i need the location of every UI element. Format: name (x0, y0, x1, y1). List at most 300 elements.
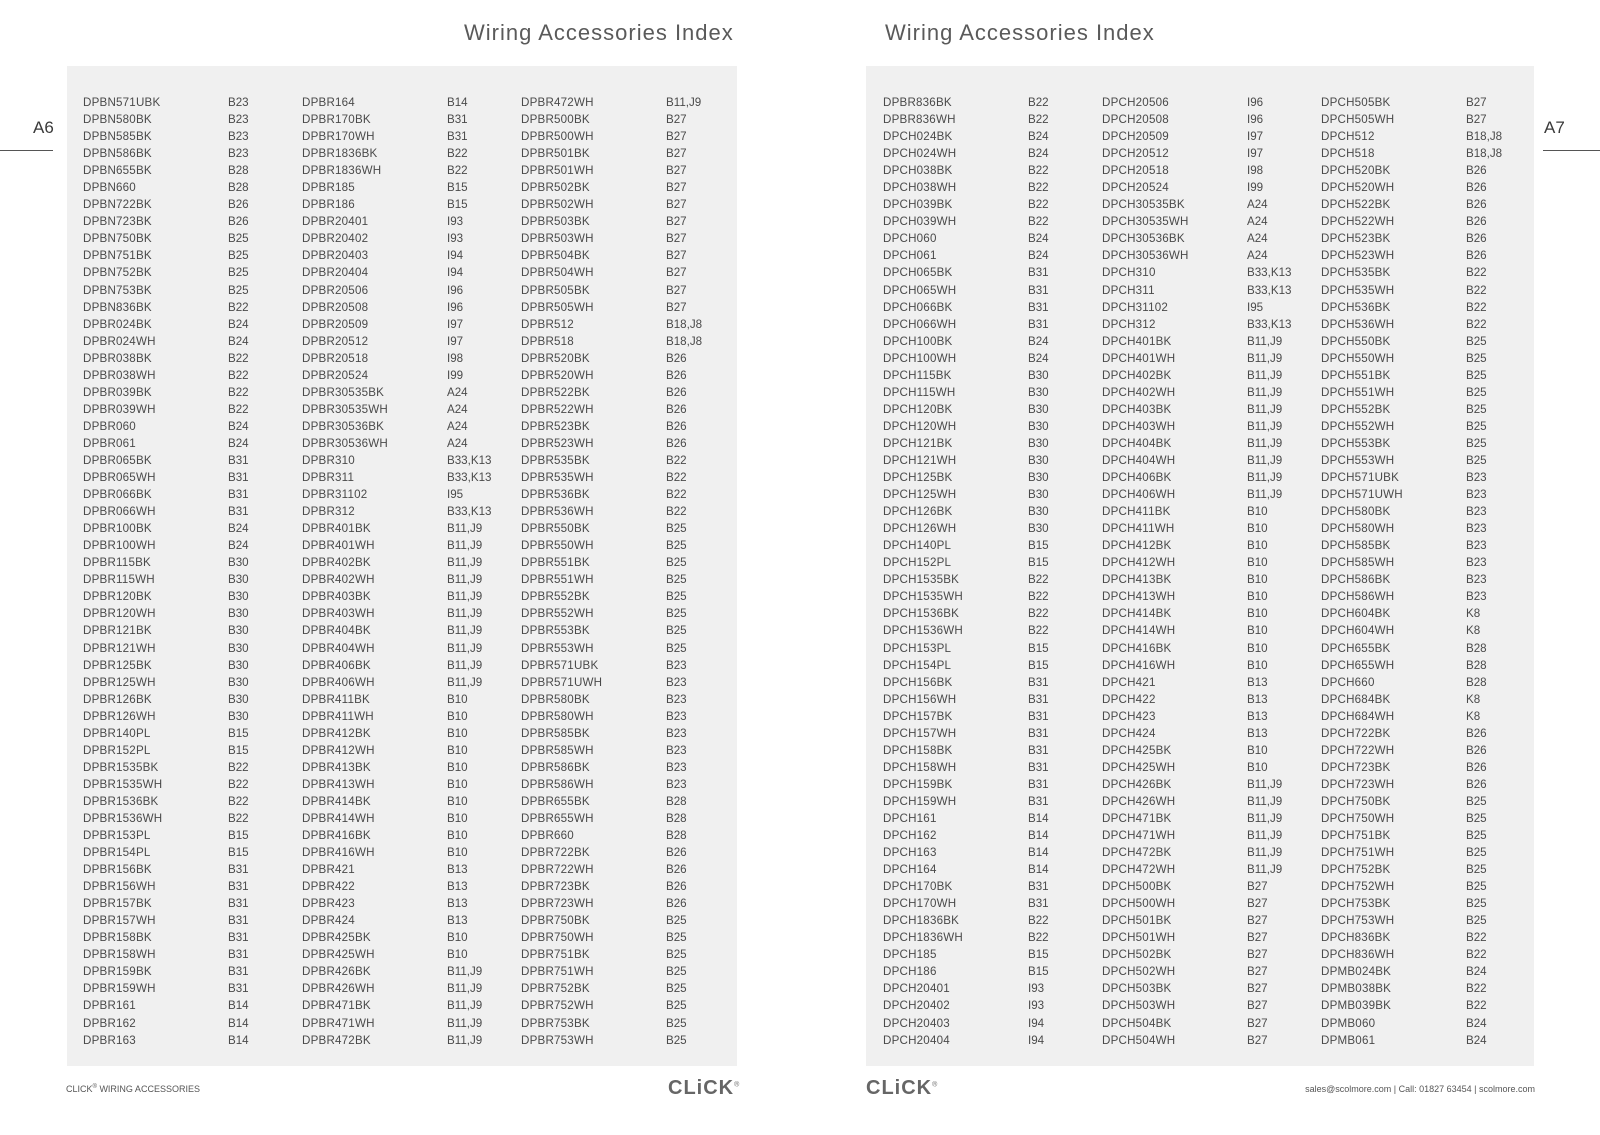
index-row (83, 980, 293, 997)
page-reference: I94 (1028, 1016, 1045, 1030)
index-row (1102, 742, 1312, 759)
index-row (1321, 929, 1531, 946)
product-code: DPBR060 (83, 419, 136, 433)
product-code: DPBR20518 (302, 351, 369, 365)
product-code: DPCH31102 (1102, 300, 1169, 314)
page-reference: B30 (1028, 522, 1049, 536)
product-code: DPCH502WH (1102, 965, 1176, 979)
page-reference: B30 (1028, 505, 1049, 519)
page-reference: B31 (1028, 777, 1049, 791)
index-row (521, 179, 731, 196)
page-reference: B25 (666, 607, 687, 621)
page-reference: B27 (666, 181, 687, 195)
product-code: DPBR161 (83, 999, 136, 1013)
product-code: DPCH604BK (1321, 607, 1391, 621)
product-code: DPCH20518 (1102, 164, 1169, 178)
product-code: DPBR154PL (83, 846, 151, 860)
product-code: DPCH723WH (1321, 777, 1395, 791)
page-reference: B10 (447, 794, 468, 808)
product-code: DPBR424 (302, 914, 355, 928)
page-reference: A24 (447, 385, 468, 399)
page-reference: I94 (447, 249, 464, 263)
index-row (302, 878, 512, 895)
index-column (1102, 94, 1312, 1049)
index-row (1321, 264, 1531, 281)
index-row (302, 691, 512, 708)
page-reference: I97 (447, 334, 464, 348)
product-code: DPCH472WH (1102, 863, 1176, 877)
product-code: DPCH161 (883, 811, 937, 825)
index-row (83, 929, 293, 946)
page-reference: I97 (1247, 130, 1264, 144)
product-code: DPCH684WH (1321, 709, 1395, 723)
product-code: DPCH1535BK (883, 573, 960, 587)
page-reference: B25 (1466, 402, 1487, 416)
index-row (883, 725, 1093, 742)
product-code: DPCH522WH (1321, 215, 1395, 229)
product-code: DPCH170BK (883, 880, 953, 894)
page-reference: B11,J9 (1247, 436, 1283, 450)
product-code: DPBR403WH (302, 607, 375, 621)
product-code: DPCH585WH (1321, 556, 1395, 570)
page-reference: B24 (1028, 249, 1049, 263)
page-reference: B14 (228, 1016, 249, 1030)
index-row (1321, 980, 1531, 997)
product-code: DPBR553WH (521, 641, 594, 655)
product-code: DPCH550BK (1321, 334, 1391, 348)
index-row (83, 264, 293, 281)
index-row (83, 895, 293, 912)
index-row (1102, 213, 1312, 230)
page-reference: B25 (1466, 368, 1487, 382)
product-code: DPBR412BK (302, 726, 371, 740)
index-row (302, 946, 512, 963)
index-row (1102, 861, 1312, 878)
index-row (83, 213, 293, 230)
page-reference: B28 (1466, 675, 1487, 689)
index-row (302, 145, 512, 162)
index-row (302, 350, 512, 367)
product-code: DPBN585BK (83, 130, 152, 144)
index-row (1102, 350, 1312, 367)
product-code: DPCH115BK (883, 368, 952, 382)
product-code: DPBR024WH (83, 334, 156, 348)
index-row (302, 520, 512, 537)
page-reference: B22 (1028, 931, 1049, 945)
page-reference: B33,K13 (447, 505, 492, 519)
index-row (1321, 963, 1531, 980)
index-row (883, 605, 1093, 622)
index-row (83, 759, 293, 776)
page-reference: B25 (666, 522, 687, 536)
index-row (1102, 111, 1312, 128)
product-code: DPCH655BK (1321, 641, 1391, 655)
page-reference: B31 (228, 948, 249, 962)
product-code: DPCH425WH (1102, 760, 1176, 774)
product-code: DPCH660 (1321, 675, 1375, 689)
page-reference: B23 (666, 726, 687, 740)
page-reference: B22 (1028, 573, 1049, 587)
index-row (1102, 827, 1312, 844)
page-reference: B24 (228, 317, 249, 331)
page-reference: B13 (447, 897, 468, 911)
page-reference: I93 (447, 232, 464, 246)
product-code: DPCH402BK (1102, 368, 1172, 382)
page-reference: B28 (666, 794, 687, 808)
page-reference: B25 (666, 573, 687, 587)
page-reference: B24 (228, 419, 249, 433)
page-reference: B26 (1466, 743, 1487, 757)
index-row (1102, 929, 1312, 946)
index-row (521, 895, 731, 912)
product-code: DPBR500WH (521, 130, 594, 144)
index-row (83, 571, 293, 588)
product-code: DPCH402WH (1102, 385, 1176, 399)
index-row (1102, 435, 1312, 452)
page-reference: B31 (228, 471, 249, 485)
index-row (1102, 384, 1312, 401)
index-row (1102, 230, 1312, 247)
index-row (521, 452, 731, 469)
index-row (302, 827, 512, 844)
product-code: DPCH401BK (1102, 334, 1172, 348)
product-code: DPCH503BK (1102, 982, 1172, 996)
page-reference: B25 (1466, 914, 1487, 928)
index-row (83, 827, 293, 844)
product-code: DPCH426WH (1102, 794, 1176, 808)
page-reference: B11,J9 (1247, 334, 1283, 348)
product-code: DPCH066WH (883, 317, 957, 331)
product-code: DPBR024BK (83, 317, 152, 331)
product-code: DPBR164 (302, 96, 355, 109)
index-column (883, 94, 1093, 1049)
page-reference: B13 (447, 914, 468, 928)
product-code: DPCH154PL (883, 658, 952, 672)
product-code: DPBN722BK (83, 198, 152, 212)
product-code: DPCH310 (1102, 266, 1156, 280)
product-code: DPBR722BK (521, 846, 590, 860)
product-code: DPBR30535BK (302, 385, 385, 399)
index-row (302, 708, 512, 725)
product-code: DPBR30535WH (302, 402, 388, 416)
product-code: DPBR412WH (302, 743, 375, 757)
product-code: DPBR163 (83, 1033, 136, 1047)
page-reference: B13 (447, 880, 468, 894)
page-reference: B25 (1466, 334, 1487, 348)
page-reference: B31 (228, 880, 249, 894)
product-code: DPBR120BK (83, 590, 152, 604)
click-logo-left (668, 1077, 740, 1100)
index-row (883, 640, 1093, 657)
index-row (883, 94, 1093, 111)
index-row (302, 435, 512, 452)
index-row (521, 486, 731, 503)
index-row (1321, 640, 1531, 657)
page-reference: B25 (228, 232, 249, 246)
page-reference: B31 (1028, 709, 1049, 723)
index-row (1321, 486, 1531, 503)
index-row (1321, 878, 1531, 895)
index-row (1321, 810, 1531, 827)
page-reference: B30 (1028, 488, 1049, 502)
page-reference: B10 (1247, 505, 1268, 519)
index-row (1321, 230, 1531, 247)
product-code: DPBR153PL (83, 829, 151, 843)
product-code: DPBR403BK (302, 590, 371, 604)
page-reference: B25 (1466, 436, 1487, 450)
page-reference: B31 (1028, 794, 1049, 808)
page-reference: B25 (228, 283, 249, 297)
product-code: DPCH1536WH (883, 624, 963, 638)
index-row (1102, 1032, 1312, 1049)
page-reference: B27 (1247, 965, 1268, 979)
index-row (83, 793, 293, 810)
index-row (1321, 418, 1531, 435)
product-code: DPBR512 (521, 317, 574, 331)
product-code: DPBR121BK (83, 624, 152, 638)
product-code: DPCH752WH (1321, 880, 1395, 894)
index-row (883, 980, 1093, 997)
page-reference: B22 (228, 811, 249, 825)
product-code: DPBR038WH (83, 368, 156, 382)
index-row (83, 742, 293, 759)
product-code: DPBR504WH (521, 266, 594, 280)
product-code: DPBR402BK (302, 556, 371, 570)
product-code: DPCH185 (883, 948, 937, 962)
product-code: DPBR404WH (302, 641, 375, 655)
product-code: DPBN836BK (83, 300, 152, 314)
page-reference: B24 (1028, 147, 1049, 161)
page-reference: B26 (1466, 760, 1487, 774)
index-row (1102, 605, 1312, 622)
page-reference: B13 (1247, 726, 1268, 740)
page-reference: B26 (1466, 181, 1487, 195)
product-code: DPBR580WH (521, 709, 594, 723)
page-number-left: A6 (33, 118, 54, 137)
click-logo-right (866, 1077, 938, 1100)
index-row (1102, 486, 1312, 503)
page-reference: B26 (666, 863, 687, 877)
product-code: DPBR401WH (302, 539, 375, 553)
index-row (1321, 333, 1531, 350)
product-code: DPBR406BK (302, 658, 371, 672)
product-code: DPCH753WH (1321, 914, 1395, 928)
index-row (883, 1032, 1093, 1049)
index-row (1321, 571, 1531, 588)
page-reference: B33,K13 (1247, 283, 1292, 297)
index-row (883, 810, 1093, 827)
product-code: DPCH503WH (1102, 999, 1176, 1013)
page-reference: B25 (228, 249, 249, 263)
index-row (1102, 963, 1312, 980)
product-code: DPBN751BK (83, 249, 152, 263)
product-code: DPBR100BK (83, 522, 152, 536)
product-code: DPCH159BK (883, 777, 953, 791)
product-code: DPBN723BK (83, 215, 152, 229)
index-row (302, 401, 512, 418)
product-code: DPBR425WH (302, 948, 375, 962)
index-row (1321, 162, 1531, 179)
index-row (521, 384, 731, 401)
page-reference: B14 (228, 999, 249, 1013)
index-row (521, 94, 731, 111)
page-reference: B22 (666, 453, 687, 467)
page-reference: B10 (1247, 658, 1268, 672)
index-row (1102, 554, 1312, 571)
product-code: DPBR535WH (521, 471, 594, 485)
page-reference: B30 (228, 624, 249, 638)
product-code: DPBR20506 (302, 283, 369, 297)
index-row (1102, 145, 1312, 162)
page-reference: B11,J9 (447, 641, 483, 655)
page-reference: B27 (666, 164, 687, 178)
index-row (83, 946, 293, 963)
product-code: DPCH30536WH (1102, 249, 1189, 263)
page-reference: B31 (1028, 675, 1049, 689)
page-reference: B26 (666, 402, 687, 416)
page-reference: B27 (1247, 982, 1268, 996)
product-code: DPBR413WH (302, 777, 375, 791)
index-row (521, 640, 731, 657)
product-code: DPCH120BK (883, 402, 953, 416)
product-code: DPCH066BK (883, 300, 953, 314)
product-code: DPCH024WH (883, 147, 957, 161)
product-code: DPBR503WH (521, 232, 594, 246)
index-row (302, 912, 512, 929)
index-row (1102, 878, 1312, 895)
index-row (1102, 282, 1312, 299)
page-reference: B22 (1028, 607, 1049, 621)
page-reference: B33,K13 (1247, 317, 1292, 331)
page-reference: B10 (1247, 743, 1268, 757)
page-reference: B15 (1028, 641, 1049, 655)
index-row (302, 776, 512, 793)
page-reference: B30 (1028, 402, 1049, 416)
product-code: DPBR312 (302, 505, 355, 519)
product-code: DPBN571UBK (83, 96, 161, 109)
page-reference: B11,J9 (447, 658, 483, 672)
page-reference: B25 (666, 1033, 687, 1047)
product-code: DPBR723BK (521, 880, 590, 894)
product-code: DPCH472BK (1102, 846, 1172, 860)
product-code: DPMB060 (1321, 1016, 1376, 1030)
index-row (883, 912, 1093, 929)
page-reference: B33,K13 (1247, 266, 1292, 280)
product-code: DPBR550WH (521, 539, 594, 553)
index-row (302, 571, 512, 588)
index-row (1321, 145, 1531, 162)
page-reference: B27 (1247, 880, 1268, 894)
page-reference: K8 (1466, 624, 1481, 638)
page-reference: B22 (666, 471, 687, 485)
page-reference: B22 (1466, 999, 1487, 1013)
index-row (1321, 367, 1531, 384)
index-row (883, 963, 1093, 980)
page-reference: B27 (666, 130, 687, 144)
index-row (521, 435, 731, 452)
page-reference: B30 (1028, 453, 1049, 467)
index-row (1102, 793, 1312, 810)
product-code: DPBR551BK (521, 556, 590, 570)
product-code: DPBR115WH (83, 573, 155, 587)
product-code: DPBR423 (302, 897, 355, 911)
product-code: DPBR751BK (521, 948, 590, 962)
page-reference: B25 (666, 914, 687, 928)
page-reference: B15 (1028, 965, 1049, 979)
page-reference: B14 (1028, 811, 1049, 825)
page-reference: B26 (666, 419, 687, 433)
product-code: DPCH125BK (883, 471, 953, 485)
product-code: DPBR655WH (521, 811, 594, 825)
page-reference: B25 (666, 539, 687, 553)
index-row (521, 708, 731, 725)
page-reference: B25 (666, 590, 687, 604)
product-code: DPBR20509 (302, 317, 369, 331)
product-code: DPBR503BK (521, 215, 590, 229)
product-code: DPCH500BK (1102, 880, 1172, 894)
index-row (302, 299, 512, 316)
index-row (883, 708, 1093, 725)
product-code: DPBR752WH (521, 999, 594, 1013)
page-number-right: A7 (1544, 118, 1565, 137)
index-row (1321, 861, 1531, 878)
index-row (883, 452, 1093, 469)
page-reference: B28 (1466, 658, 1487, 672)
product-code: DPBN750BK (83, 232, 152, 246)
page-reference: B23 (1466, 590, 1487, 604)
page-reference: B30 (228, 590, 249, 604)
product-code: DPBR404BK (302, 624, 371, 638)
index-row (83, 861, 293, 878)
page-reference: B11,J9 (1247, 368, 1283, 382)
index-row (1102, 333, 1312, 350)
index-row (83, 469, 293, 486)
page-reference: B22 (1466, 982, 1487, 996)
index-row (1321, 435, 1531, 452)
page-reference: B22 (1466, 266, 1487, 280)
page-reference: B22 (1028, 96, 1049, 109)
index-row (1321, 316, 1531, 333)
page-reference: B26 (666, 368, 687, 382)
product-code: DPBR126WH (83, 709, 156, 723)
product-code: DPCH553WH (1321, 453, 1395, 467)
index-row (521, 742, 731, 759)
page-reference: B22 (228, 760, 249, 774)
product-code: DPCH120WH (883, 419, 957, 433)
page-number-rule-left (0, 150, 53, 151)
product-code: DPBR421 (302, 863, 355, 877)
page-reference: B25 (1466, 829, 1487, 843)
product-code: DPMB061 (1321, 1033, 1376, 1047)
page-reference: B27 (666, 215, 687, 229)
page-reference: B22 (1466, 300, 1487, 314)
product-code: DPBR065WH (83, 471, 156, 485)
product-code: DPCH163 (883, 846, 937, 860)
product-code: DPCH311 (1102, 283, 1155, 297)
product-code: DPCH038WH (883, 181, 957, 195)
index-row (302, 674, 512, 691)
index-row (1102, 776, 1312, 793)
index-row (302, 657, 512, 674)
index-row (83, 145, 293, 162)
index-row (521, 554, 731, 571)
product-code: DPCH552BK (1321, 402, 1391, 416)
index-row (302, 503, 512, 520)
index-row (521, 401, 731, 418)
product-code: DPCH504WH (1102, 1033, 1176, 1047)
page-reference: A24 (1247, 215, 1268, 229)
index-row (302, 162, 512, 179)
